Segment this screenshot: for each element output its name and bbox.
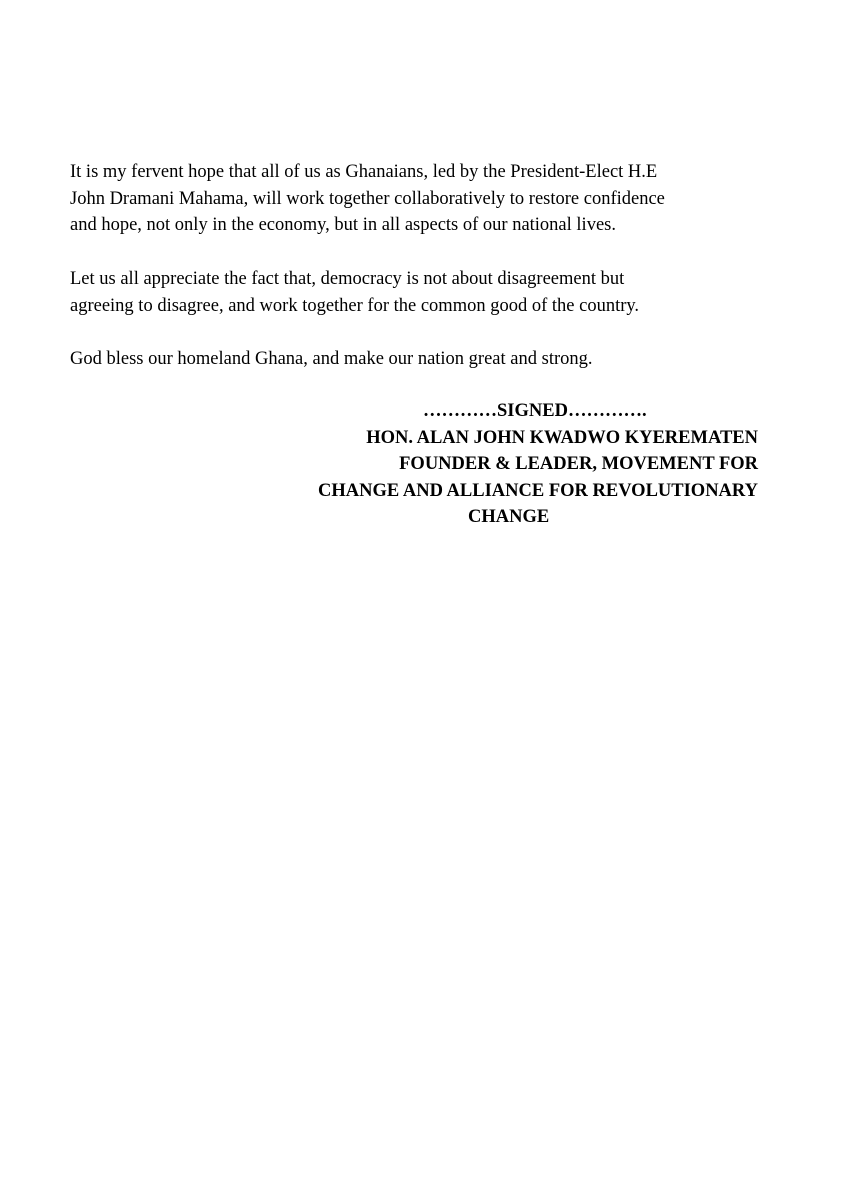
- signatory-title-line: CHANGE: [468, 507, 550, 527]
- paragraph-line: God bless our homeland Ghana, and make our nation great and strong.: [70, 349, 593, 369]
- signed-line: …………SIGNED………….: [423, 401, 647, 421]
- paragraph-line: Let us all appreciate the fact that, democracy is not about disagreement but: [70, 269, 625, 289]
- paragraph-hope: [70, 159, 770, 239]
- paragraph-line: It is my fervent hope that all of us as Ghanaians, led by the President-Elect H.E: [70, 162, 658, 182]
- paragraph-democracy: [70, 266, 770, 319]
- signatory-title-line: CHANGE AND ALLIANCE FOR REVOLUTIONARY: [318, 480, 758, 501]
- signatory-title-line: FOUNDER & LEADER, MOVEMENT FOR: [399, 454, 758, 474]
- paragraph-line: John Dramani Mahama, will work together collaboratively to restore confidence: [70, 188, 665, 209]
- signature-block: [258, 398, 764, 531]
- paragraph-line: agreeing to disagree, and work together for the common good of the country.: [70, 295, 640, 316]
- paragraph-line: and hope, not only in the economy, but in all aspects of our national lives.: [70, 215, 616, 235]
- paragraph-blessing: [70, 346, 770, 373]
- signatory-name: HON. ALAN JOHN KWADWO KYEREMATEN: [366, 427, 758, 448]
